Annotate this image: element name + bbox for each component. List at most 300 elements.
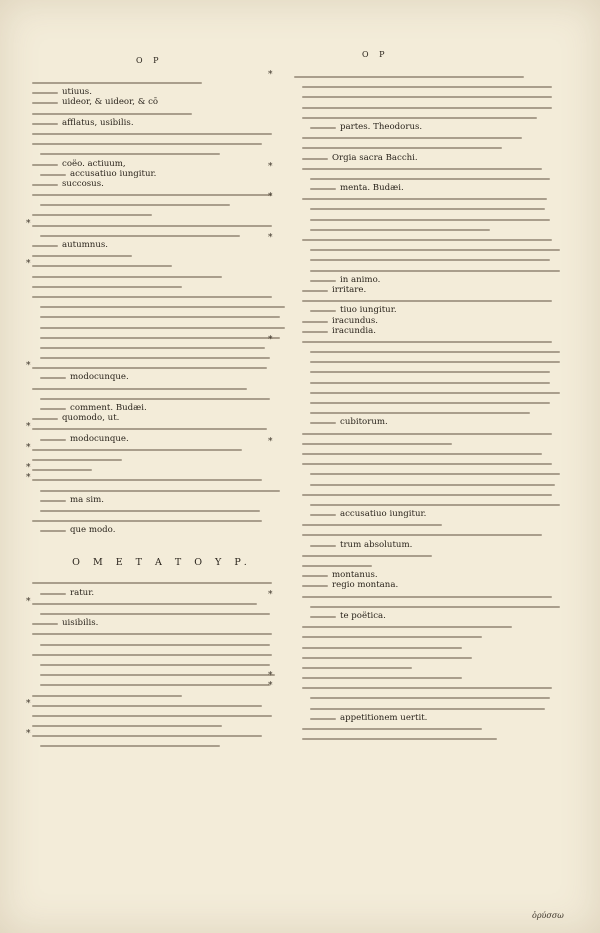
text-line — [28, 711, 298, 721]
entry-text: menta. Budæi. — [340, 183, 404, 194]
entry-headword-mark — [40, 174, 66, 176]
entry-text-mark — [32, 82, 202, 84]
text-line — [270, 235, 584, 245]
text-line — [28, 282, 298, 292]
running-head-right: O P — [362, 50, 389, 59]
entry-headword-mark — [40, 500, 66, 502]
text-line — [270, 225, 584, 235]
text-line — [28, 190, 298, 203]
text-line — [28, 272, 298, 282]
entry-text-mark — [32, 479, 262, 481]
text-line — [270, 215, 584, 225]
entry-text-mark — [310, 249, 560, 251]
entry-headword-mark — [310, 545, 336, 547]
entry-text-mark — [40, 644, 270, 646]
entry-text-mark — [302, 657, 472, 659]
text-line — [28, 200, 298, 210]
catchword: ὀρύσσω — [532, 911, 564, 920]
text-line — [270, 408, 584, 418]
entry-text-mark — [302, 596, 552, 598]
entry-text-mark — [32, 633, 272, 635]
text-line — [270, 602, 584, 612]
entry-text: autumnus. — [62, 240, 109, 250]
entry-text-mark — [302, 494, 552, 496]
entry-text-mark — [32, 695, 182, 697]
entry-text-mark — [302, 147, 502, 149]
entry-text-mark — [32, 428, 267, 430]
text-line — [28, 261, 298, 271]
asterisk-marker: * — [26, 442, 31, 453]
entry-text-mark — [302, 463, 552, 465]
entry-text-mark — [40, 510, 260, 512]
entry-text-mark — [302, 117, 537, 119]
text-line — [270, 266, 584, 276]
entry-headword-mark — [302, 321, 328, 323]
entry-text: irritare. — [332, 284, 367, 295]
entry-text-mark — [32, 469, 92, 471]
text-line — [270, 174, 584, 184]
entry-text-mark — [40, 674, 275, 676]
entry-text: iracundia. — [332, 325, 376, 336]
text-line — [268, 436, 584, 449]
text-line — [270, 714, 584, 724]
entry-text: afflatus, usibilis. — [62, 117, 134, 128]
entry-text-mark — [310, 708, 545, 710]
entry-text-mark — [302, 524, 442, 526]
asterisk-marker: * — [268, 589, 273, 600]
running-head-left: O P — [136, 56, 163, 65]
asterisk-marker: * — [268, 681, 273, 692]
entry-text-mark — [310, 371, 550, 373]
entry-text: succosus. — [62, 178, 104, 189]
entry-text-mark — [32, 603, 257, 605]
entry-text-mark — [302, 647, 462, 649]
entry-text-mark — [40, 306, 285, 308]
entry-text-mark — [310, 259, 550, 261]
asterisk-marker: * — [26, 218, 31, 229]
text-line — [28, 640, 298, 650]
text-line — [270, 551, 584, 561]
asterisk-marker: * — [26, 729, 31, 740]
right-column — [270, 72, 584, 744]
text-line — [28, 312, 298, 322]
text-line — [28, 241, 298, 251]
text-line — [270, 327, 584, 337]
asterisk-marker: * — [268, 334, 273, 345]
entry-text-mark — [32, 582, 272, 584]
entry-text-mark — [32, 654, 272, 656]
text-line — [270, 480, 584, 490]
text-line — [270, 123, 584, 133]
text-line — [270, 204, 584, 214]
entry-text: uideor, & uideor, & cō — [62, 97, 159, 108]
entry-text: cubitorum. — [340, 417, 388, 428]
entry-headword-mark — [302, 331, 328, 333]
text-line — [270, 245, 584, 255]
entry-text: ratur. — [70, 587, 95, 598]
entry-text-mark — [302, 239, 552, 241]
entry-text-mark — [40, 316, 280, 318]
entry-text-mark — [310, 606, 560, 608]
entry-text-mark — [310, 473, 560, 475]
entry-headword-mark — [32, 623, 58, 625]
entry-text-mark — [32, 735, 262, 737]
entry-text: regio montana. — [332, 580, 399, 591]
text-line — [270, 673, 584, 683]
text-line — [270, 632, 584, 642]
asterisk-marker: * — [26, 596, 31, 607]
entry-text: tiuo iungitur. — [340, 305, 397, 316]
text-line — [28, 302, 298, 312]
entry-text-mark — [32, 449, 242, 451]
text-line — [28, 660, 298, 670]
text-line — [28, 180, 298, 190]
entry-text-mark — [32, 388, 247, 390]
entry-text-mark — [32, 459, 122, 461]
text-line — [270, 367, 584, 377]
entry-text-mark — [32, 194, 272, 196]
asterisk-marker: * — [26, 422, 31, 433]
entry-text-mark — [40, 235, 240, 237]
entry-text-mark — [32, 225, 272, 227]
text-line — [28, 129, 298, 139]
entry-text-mark — [310, 351, 560, 353]
entry-text-mark — [310, 219, 550, 221]
text-line — [28, 353, 298, 363]
asterisk-marker: * — [268, 436, 273, 447]
entry-headword-mark — [32, 164, 58, 166]
text-line — [28, 475, 298, 485]
text-line — [28, 526, 298, 536]
entry-headword-mark — [310, 514, 336, 516]
entry-text-mark — [310, 697, 550, 699]
entry-text-mark — [302, 738, 497, 740]
text-line — [28, 160, 298, 170]
entry-text-mark — [32, 725, 222, 727]
entry-text: accusatiuo iungitur. — [340, 509, 427, 520]
entry-text-mark — [310, 382, 550, 384]
text-line — [28, 691, 298, 701]
entry-text-mark — [40, 490, 280, 492]
entry-headword-mark — [310, 280, 336, 282]
entry-text-mark — [302, 107, 552, 109]
entry-text: utiuus. — [62, 87, 92, 98]
entry-text: que modo. — [70, 525, 116, 536]
text-line — [268, 161, 584, 174]
entry-text: Orgia sacra Bacchi. — [332, 152, 418, 163]
entry-headword-mark — [32, 102, 58, 104]
entry-text-mark — [302, 555, 432, 557]
entry-text-mark — [40, 337, 280, 339]
entry-text-mark — [40, 398, 270, 400]
text-line — [270, 347, 584, 357]
entry-headword-mark — [32, 418, 58, 420]
entry-text: iracundus. — [332, 315, 379, 326]
text-line — [270, 581, 584, 591]
text-line — [28, 292, 298, 302]
entry-headword-mark — [302, 158, 328, 160]
text-line — [270, 459, 584, 469]
entry-text-mark — [310, 361, 560, 363]
asterisk-marker: * — [26, 463, 31, 474]
entry-headword-mark — [40, 593, 66, 595]
entry-text-mark — [302, 443, 452, 445]
entry-text-mark — [32, 133, 272, 135]
text-line — [270, 113, 584, 123]
entry-text: montanus. — [332, 570, 378, 581]
entry-text-mark — [310, 504, 560, 506]
text-line — [28, 486, 298, 496]
text-line — [26, 442, 298, 455]
asterisk-marker: * — [26, 259, 31, 270]
entry-headword-mark — [310, 188, 336, 190]
entry-text-mark — [40, 204, 230, 206]
text-line — [28, 333, 298, 343]
entry-text-mark — [302, 198, 547, 200]
text-line — [270, 154, 584, 164]
text-line — [270, 276, 584, 286]
text-line — [270, 286, 584, 296]
entry-headword-mark — [310, 422, 336, 424]
text-line — [28, 680, 298, 690]
text-line — [28, 414, 298, 424]
text-line — [270, 92, 584, 102]
text-line — [270, 378, 584, 388]
entry-headword-mark — [310, 616, 336, 618]
text-line — [270, 541, 584, 551]
text-line — [270, 643, 584, 653]
entry-text-mark — [302, 300, 552, 302]
entry-headword-mark — [40, 439, 66, 441]
entry-text-mark — [302, 433, 552, 435]
entry-text-mark — [310, 270, 560, 272]
entry-text: in animo. — [340, 274, 381, 285]
entry-headword-mark — [310, 310, 336, 312]
entry-text-mark — [32, 255, 132, 257]
entry-text: uisibilis. — [62, 618, 99, 629]
text-line — [270, 500, 584, 510]
entry-text-mark — [302, 168, 542, 170]
entry-text-mark — [32, 705, 262, 707]
text-line — [28, 435, 298, 445]
text-line — [270, 449, 584, 459]
entry-text-mark — [40, 745, 220, 747]
text-line — [270, 734, 584, 744]
entry-text: accusatiuo iungitur. — [70, 168, 157, 179]
text-line — [28, 670, 298, 680]
entry-headword-mark — [40, 377, 66, 379]
text-line — [270, 683, 584, 693]
text-line — [270, 510, 584, 520]
text-line — [28, 629, 298, 639]
text-line — [270, 571, 584, 581]
entry-text-mark — [32, 520, 262, 522]
asterisk-marker: * — [268, 233, 273, 243]
asterisk-marker: * — [268, 70, 273, 80]
text-line — [270, 143, 584, 153]
text-line — [28, 721, 298, 731]
asterisk-marker: * — [268, 161, 273, 172]
entry-text-mark — [32, 276, 222, 278]
entry-headword-mark — [302, 290, 328, 292]
entry-text: modocunque. — [70, 433, 129, 444]
text-line — [270, 133, 584, 143]
entry-headword-mark — [32, 245, 58, 247]
entry-text: coëo. actiuum, — [62, 158, 126, 169]
text-line — [270, 429, 584, 439]
asterisk-marker: * — [268, 671, 273, 682]
text-line — [270, 418, 584, 428]
entry-headword-mark — [310, 127, 336, 129]
left-column — [28, 78, 298, 752]
asterisk-marker: * — [26, 361, 31, 372]
entry-text-mark — [302, 626, 512, 628]
entry-text: trum absolutum. — [340, 539, 413, 550]
text-line — [28, 384, 298, 394]
text-line — [270, 357, 584, 367]
entry-text: te poëtica. — [340, 610, 386, 621]
entry-text-mark — [302, 453, 542, 455]
text-line — [28, 424, 298, 434]
asterisk-marker: * — [26, 473, 31, 484]
entry-text-mark — [302, 86, 552, 88]
text-line — [270, 653, 584, 663]
text-line — [270, 520, 584, 530]
text-line — [270, 561, 584, 571]
entry-text-mark — [40, 684, 270, 686]
entry-text: quomodo, ut. — [62, 413, 120, 424]
text-line — [270, 82, 584, 92]
entry-text-mark — [40, 664, 270, 666]
text-line — [270, 317, 584, 327]
text-line — [270, 663, 584, 673]
text-line — [270, 724, 584, 734]
text-line — [28, 251, 298, 261]
entry-headword-mark — [310, 718, 336, 720]
text-line — [28, 343, 298, 353]
text-line — [270, 693, 584, 703]
entry-text-mark — [40, 613, 270, 615]
entry-text-mark — [302, 687, 552, 689]
entry-text-mark — [302, 636, 482, 638]
entry-text-mark — [32, 143, 262, 145]
text-line — [28, 119, 298, 129]
entry-text-mark — [40, 347, 265, 349]
text-line — [28, 731, 298, 741]
text-line — [28, 578, 298, 588]
entry-text: appetitionem uertit. — [340, 712, 428, 723]
text-line — [270, 103, 584, 113]
entry-text-mark — [310, 484, 555, 486]
asterisk-marker: * — [26, 698, 31, 709]
entry-text-mark — [302, 137, 522, 139]
entry-text-mark — [302, 728, 482, 730]
text-line — [26, 698, 298, 711]
text-line — [28, 589, 298, 599]
entry-headword-mark — [302, 585, 328, 587]
entry-text-mark — [32, 286, 182, 288]
text-line — [28, 139, 298, 149]
entry-text-mark — [302, 565, 372, 567]
text-line — [270, 530, 584, 540]
entry-headword-mark — [40, 530, 66, 532]
entry-text-mark — [310, 229, 490, 231]
text-line — [270, 612, 584, 622]
entry-text-mark — [302, 96, 552, 98]
entry-text-mark — [32, 367, 267, 369]
entry-text-mark — [32, 113, 192, 115]
text-line — [270, 490, 584, 500]
entry-text-mark — [310, 208, 545, 210]
text-line — [270, 194, 584, 204]
entry-text-mark — [310, 178, 550, 180]
text-line — [28, 363, 298, 373]
entry-text-mark — [32, 715, 272, 717]
text-line — [270, 398, 584, 408]
text-line — [28, 323, 298, 333]
entry-text-mark — [40, 327, 285, 329]
text-line — [270, 296, 584, 306]
asterisk-marker: * — [268, 192, 273, 203]
entry-headword-mark — [32, 184, 58, 186]
entry-headword-mark — [40, 408, 66, 410]
entry-text: comment. Budæi. — [70, 403, 147, 413]
text-line — [26, 596, 298, 609]
entry-headword-mark — [32, 92, 58, 94]
entry-text-mark — [302, 667, 412, 669]
entry-headword-mark — [302, 575, 328, 577]
text-line — [28, 98, 298, 108]
section-gap — [28, 536, 298, 550]
entry-text-mark — [310, 392, 560, 394]
text-line — [268, 589, 584, 602]
text-line — [28, 465, 298, 475]
text-line — [268, 334, 584, 347]
text-line — [28, 496, 298, 506]
text-line — [270, 184, 584, 194]
text-line — [270, 469, 584, 479]
entry-text-mark — [302, 677, 462, 679]
entry-text: modocunque. — [70, 372, 129, 383]
entry-text: ma sim. — [70, 494, 105, 505]
text-line — [28, 741, 298, 751]
entry-text: partes. Theodorus. — [340, 121, 423, 132]
text-line — [28, 516, 298, 526]
entry-text-mark — [40, 153, 220, 155]
text-line — [28, 455, 298, 465]
entry-text-mark — [310, 412, 530, 414]
entry-text-mark — [294, 76, 524, 78]
entry-text-mark — [32, 265, 172, 267]
text-line — [270, 622, 584, 632]
text-line — [28, 650, 298, 660]
text-line — [270, 388, 584, 398]
entry-headword-mark — [32, 123, 58, 125]
text-line — [270, 255, 584, 265]
text-line — [28, 506, 298, 516]
text-line — [270, 72, 584, 82]
entry-text-mark — [32, 296, 272, 298]
entry-text-mark — [302, 534, 542, 536]
text-line — [270, 306, 584, 316]
entry-text-mark — [310, 402, 550, 404]
text-line — [28, 373, 298, 383]
text-line — [28, 619, 298, 629]
section-heading: O M E T A T O Y P. — [72, 557, 252, 568]
text-line — [26, 218, 298, 231]
entry-text-mark — [40, 357, 270, 359]
entry-text-mark — [32, 214, 152, 216]
